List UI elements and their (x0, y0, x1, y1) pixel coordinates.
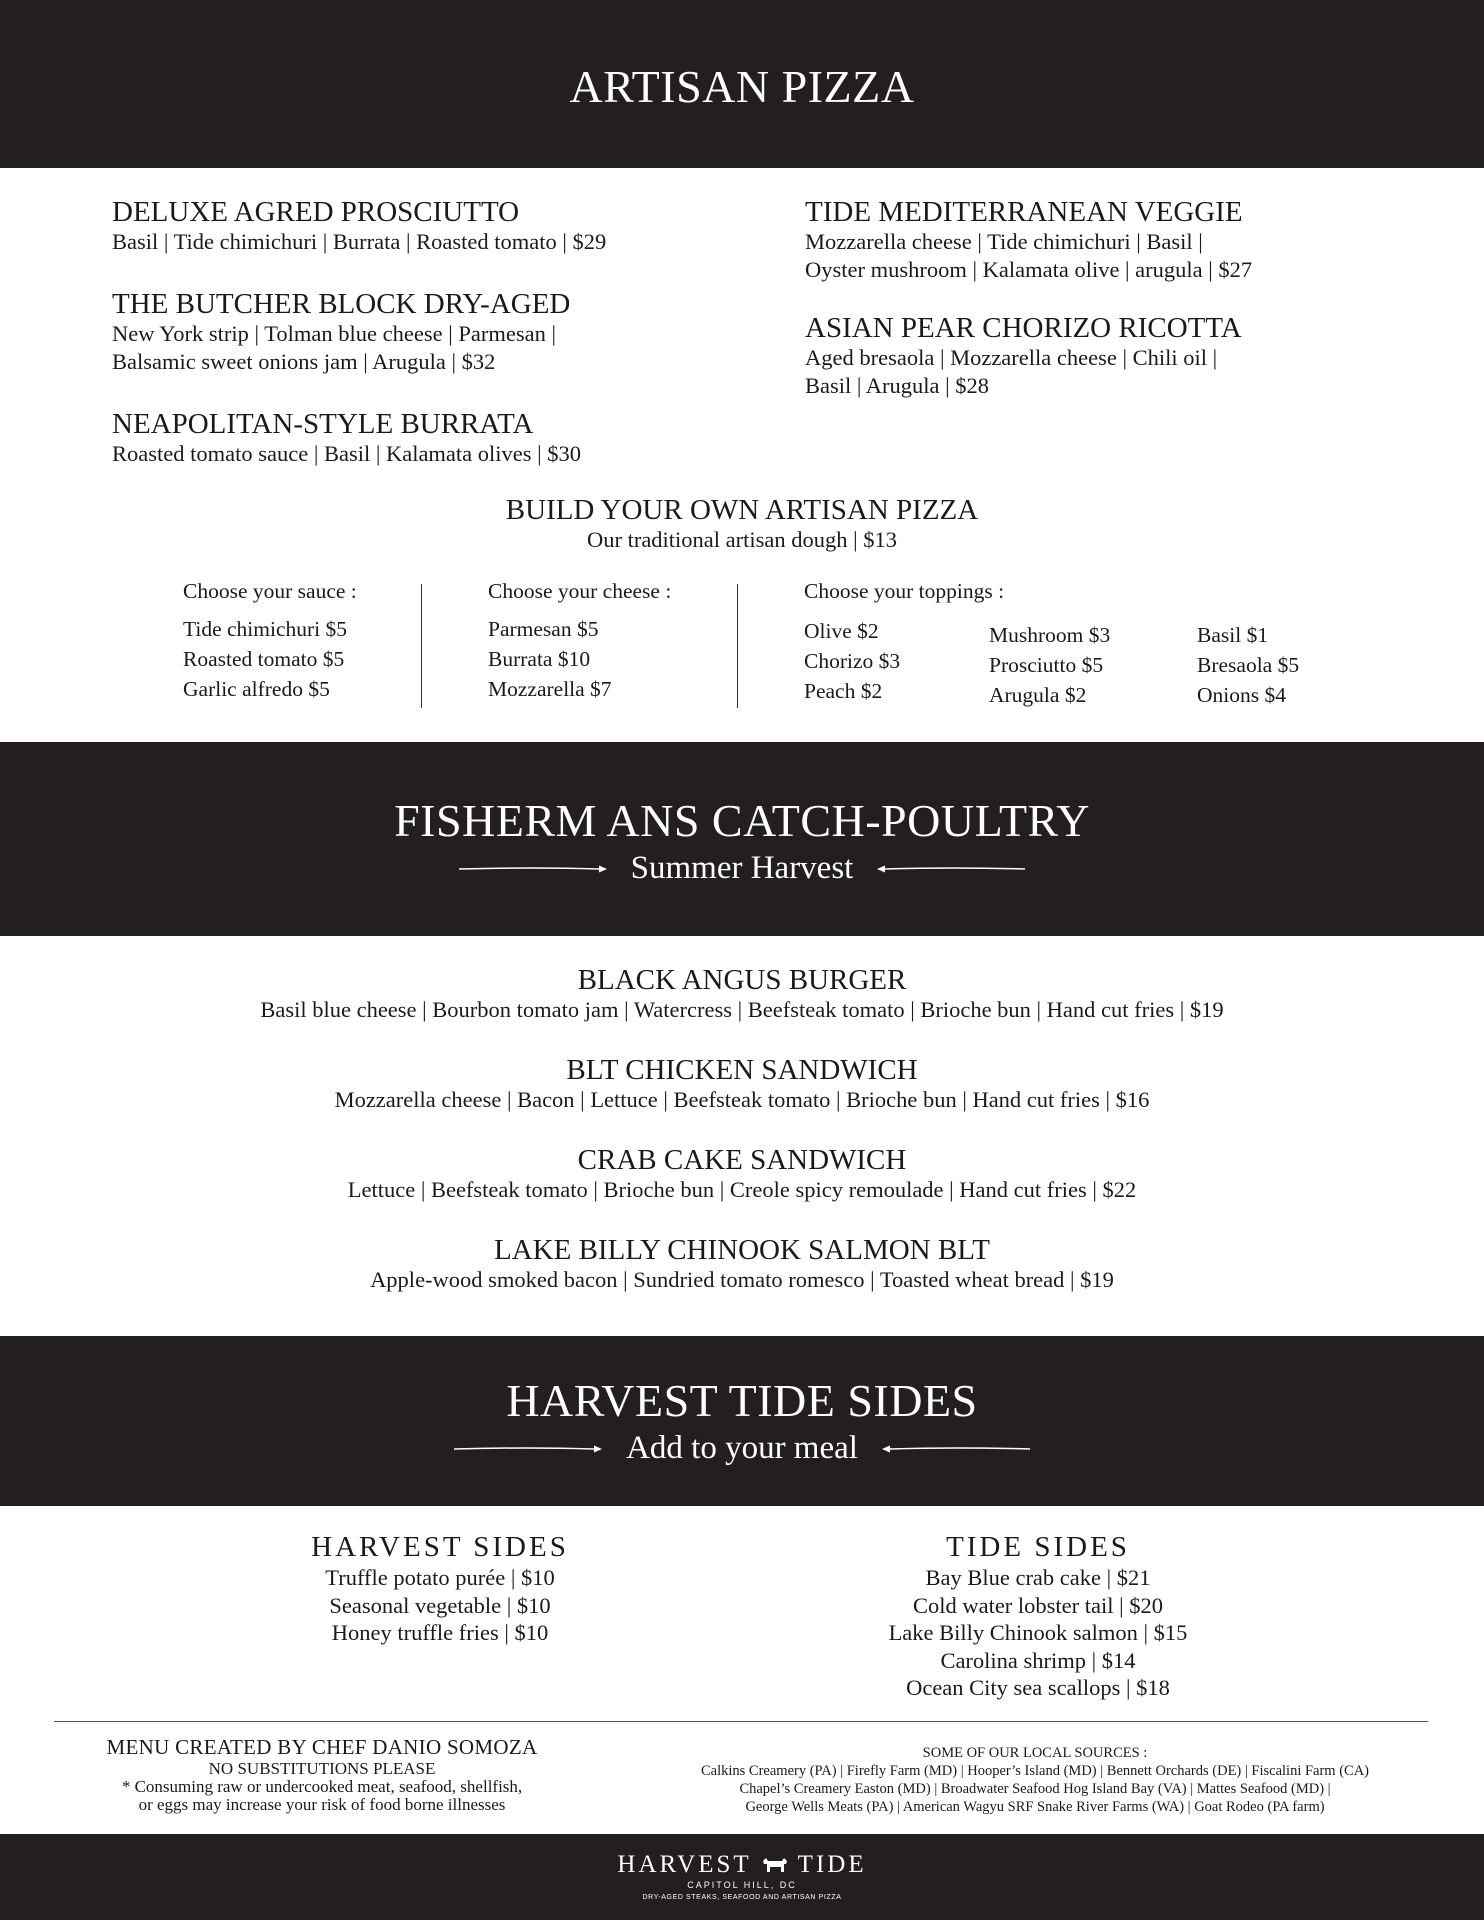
item-name: BLT CHICKEN SANDWICH (566, 1054, 918, 1086)
artisan-pizza-banner (0, 0, 1484, 168)
item-desc: Basil | Arugula | $28 (805, 373, 989, 398)
cheese-heading: Choose your cheese : (488, 579, 672, 603)
item-desc: Mozzarella cheese | Tide chimichuri | Basil | (805, 229, 1203, 254)
item-desc: Aged bresaola | Mozzarella cheese | Chili oil | (805, 345, 1218, 370)
sources-line: Chapel’s Creamery Easton (MD) | Broadwater Seafood Hog Island Bay (VA) | Mattes Seafood (MD) | (739, 1781, 1331, 1797)
column-divider (421, 584, 422, 708)
flourish-left-icon (454, 1444, 604, 1454)
tide-sides-heading: TIDE SIDES (946, 1531, 1130, 1563)
menu-item (0, 1234, 1484, 1294)
sauce-option: Tide chimichuri $5 (183, 617, 348, 641)
item-desc: Mozzarella cheese | Bacon | Lettuce | Beefsteak tomato | Brioche bun | Hand cut fries | $16 (334, 1087, 1150, 1112)
tide-sides (838, 1530, 1238, 1702)
topping-option: Peach $2 (804, 679, 883, 703)
logo (0, 1834, 1484, 1901)
item-desc: Lettuce | Beefsteak tomato | Brioche bun | Creole spicy remoulade | Hand cut fries | $22 (347, 1177, 1137, 1202)
tide-sides-list (838, 1564, 1238, 1702)
cheese-option: Mozzarella $7 (488, 677, 612, 701)
topping-option: Olive $2 (804, 619, 879, 643)
logo-location: CAPITOL HILL, DC (687, 1880, 797, 1890)
section-title: FISHERM ANS CATCH-POULTRY (394, 795, 1090, 846)
item-name: TIDE MEDITERRANEAN VEGGIE (805, 196, 1243, 228)
section-subtitle-row (0, 850, 1484, 887)
list-item: Ocean City sea scallops | $18 (906, 1675, 1170, 1700)
item-name: LAKE BILLY CHINOOK SALMON BLT (494, 1234, 990, 1266)
item-name: DELUXE AGRED PROSCIUTTO (112, 196, 520, 228)
logo-left-word: HARVEST (617, 1851, 752, 1878)
item-name: ASIAN PEAR CHORIZO RICOTTA (805, 312, 1242, 344)
topping-option: Prosciutto $5 (989, 653, 1104, 677)
harvest-sides-heading: HARVEST SIDES (311, 1531, 569, 1563)
logo-wordmark (617, 1852, 866, 1877)
item-name: BLACK ANGUS BURGER (577, 964, 907, 996)
byo-subtitle: Our traditional artisan dough | $13 (586, 527, 898, 552)
footer-notes (60, 1734, 584, 1814)
pizza-right-column (805, 196, 1425, 400)
footer-divider (54, 1721, 1428, 1722)
logo-tagline: DRY-AGED STEAKS, SEAFOOD AND ARTISAN PIZZA (642, 1894, 842, 1901)
section-subtitle: Add to your meal (626, 1430, 858, 1466)
topping-option: Arugula $2 (989, 683, 1087, 707)
cheese-column (488, 576, 671, 704)
item-desc: Basil blue cheese | Bourbon tomato jam | Watercress | Beefsteak tomato | Brioche bun | Hand cut fries | $19 (260, 997, 1224, 1022)
column-divider (737, 584, 738, 708)
list-item: Bay Blue crab cake | $21 (925, 1565, 1151, 1590)
item-desc: Balsamic sweet onions jam | Arugula | $32 (112, 349, 496, 374)
sources-heading: SOME OF OUR LOCAL SOURCES : (922, 1745, 1148, 1761)
chef-credit: MENU CREATED BY CHEF DANIO SOMOZA (106, 1735, 538, 1759)
sources-line: George Wells Meats (PA) | American Wagyu SRF Snake River Farms (WA) | Goat Rodeo (PA farm) (745, 1799, 1325, 1815)
topping-option: Chorizo $3 (804, 649, 901, 673)
health-warning: or eggs may increase your risk of food borne illnesses (138, 1795, 506, 1814)
topping-option: Bresaola $5 (1197, 653, 1300, 677)
topping-option: Basil $1 (1197, 623, 1269, 647)
sauce-option: Roasted tomato $5 (183, 647, 345, 671)
topping-option: Mushroom $3 (989, 623, 1111, 647)
health-warning: * Consuming raw or undercooked meat, seafood, shellfish, (121, 1777, 523, 1796)
list-item: Lake Billy Chinook salmon | $15 (888, 1620, 1188, 1645)
logo-band (0, 1834, 1484, 1920)
sources-line: Calkins Creamery (PA) | Firefly Farm (MD) | Hooper’s Island (MD) | Bennett Orchards (DE) | Fiscalini Farm (CA) (700, 1763, 1370, 1779)
fishermans-catch-banner (0, 742, 1484, 936)
list-item: Seasonal vegetable | $10 (329, 1592, 551, 1618)
sauce-option: Garlic alfredo $5 (183, 677, 330, 701)
item-desc: Roasted tomato sauce | Basil | Kalamata olives | $30 (112, 441, 582, 466)
flourish-right-icon (880, 1444, 1030, 1454)
section-subtitle-row (0, 1430, 1484, 1467)
bull-icon (760, 1855, 790, 1875)
local-sources (600, 1744, 1470, 1816)
section-title: ARTISAN PIZZA (569, 61, 915, 112)
flourish-right-icon (875, 864, 1025, 874)
item-name: THE BUTCHER BLOCK DRY-AGED (112, 288, 571, 320)
section-title: HARVEST TIDE SIDES (506, 1375, 978, 1426)
menu-item (112, 288, 712, 376)
item-name: CRAB CAKE SANDWICH (577, 1144, 907, 1176)
byo-title: BUILD YOUR OWN ARTISAN PIZZA (505, 494, 979, 526)
sides-banner (0, 1336, 1484, 1506)
item-desc: Oyster mushroom | Kalamata olive | arugula | $27 (805, 257, 1253, 282)
flourish-left-icon (459, 864, 609, 874)
harvest-sides-list (240, 1564, 640, 1647)
cheese-option: Burrata $10 (488, 647, 591, 671)
no-substitutions: NO SUBSTITUTIONS PLEASE (208, 1759, 436, 1778)
item-name: NEAPOLITAN-STYLE BURRATA (112, 408, 534, 440)
logo-right-word: TIDE (797, 1851, 867, 1878)
section-subtitle: Summer Harvest (630, 850, 854, 886)
list-item: Honey truffle fries | $10 (331, 1620, 549, 1645)
list-item: Cold water lobster tail | $20 (912, 1592, 1164, 1618)
toppings-column-3 (1197, 620, 1299, 710)
cheese-option: Parmesan $5 (488, 617, 599, 641)
item-desc: Apple-wood smoked bacon | Sundried tomato romesco | Toasted wheat bread | $19 (370, 1267, 1114, 1292)
toppings-heading: Choose your toppings : (804, 579, 1005, 603)
toppings-column-2 (989, 620, 1110, 710)
menu-item (805, 196, 1425, 284)
menu-item (112, 408, 712, 468)
harvest-sides (240, 1530, 640, 1647)
poultry-items (0, 964, 1484, 1294)
byo-header (0, 494, 1484, 554)
sauce-heading: Choose your sauce : (183, 579, 357, 603)
pizza-left-column (112, 196, 712, 468)
menu-item (112, 196, 712, 256)
topping-option: Onions $4 (1197, 683, 1286, 707)
menu-item (0, 1144, 1484, 1204)
toppings-column (804, 576, 1004, 706)
menu-item (0, 964, 1484, 1024)
list-item: Truffle potato purée | $10 (325, 1565, 555, 1590)
item-desc: Basil | Tide chimichuri | Burrata | Roasted tomato | $29 (112, 229, 607, 254)
item-desc: New York strip | Tolman blue cheese | Parmesan | (112, 321, 556, 346)
list-item: Carolina shrimp | $14 (940, 1647, 1136, 1673)
menu-item (0, 1054, 1484, 1114)
menu-item (805, 312, 1425, 400)
sauce-column (183, 576, 357, 704)
